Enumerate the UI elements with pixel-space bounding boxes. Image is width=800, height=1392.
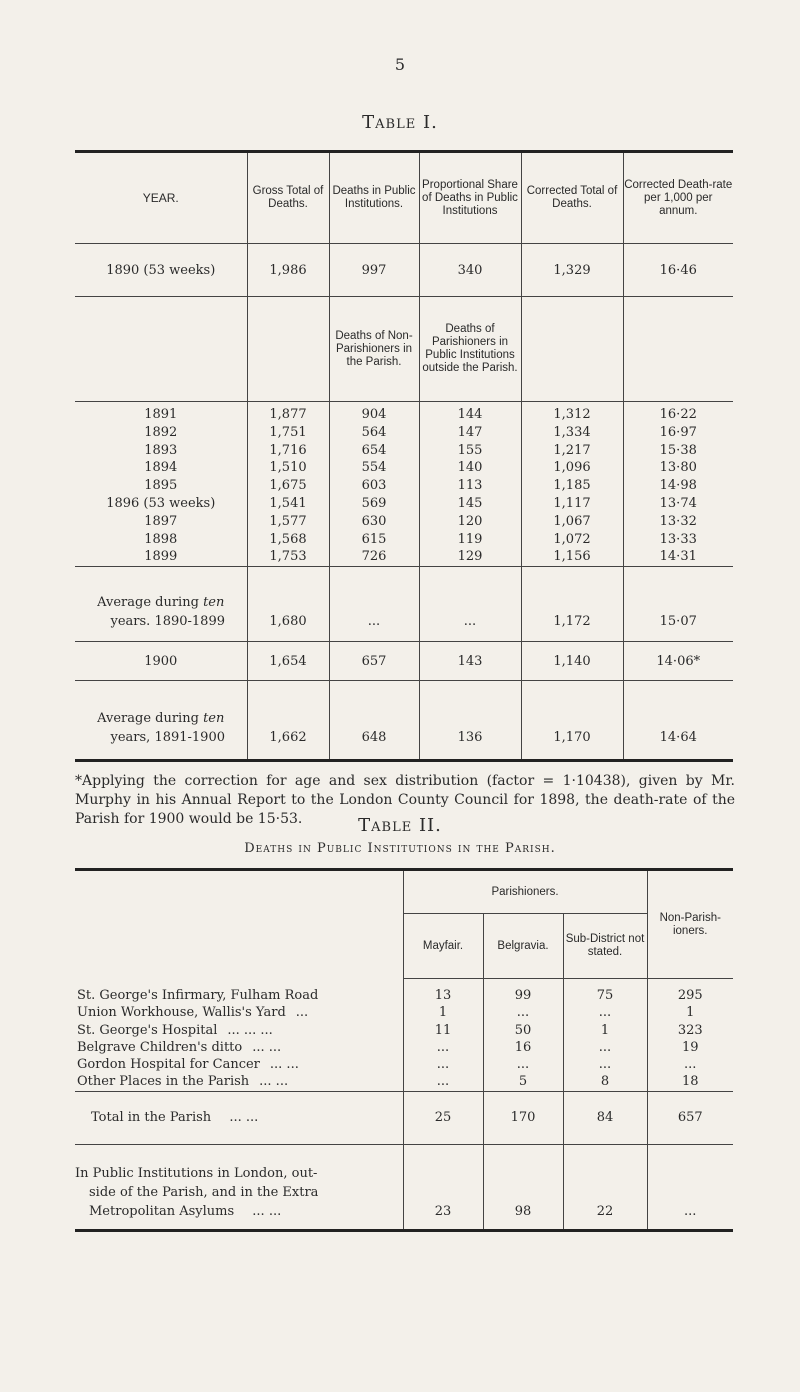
header-non-parishioners: Deaths of Non-Parishioners in the Parish. <box>329 297 419 402</box>
cell-label <box>75 1073 403 1091</box>
header-death-rate: Corrected Death-rate per 1,000 per annum. <box>623 152 733 244</box>
cell-mayfair: 25 <box>403 1091 483 1144</box>
row-dots: ... <box>295 1005 309 1021</box>
cell-gross: 1,675 <box>247 477 329 495</box>
cell-corrected: 1,172 <box>521 567 623 642</box>
cell-nonpar: 657 <box>647 1091 733 1144</box>
cell-nonpar: ... <box>647 1144 733 1230</box>
table-row <box>75 1004 733 1021</box>
cell-outside: ... <box>419 567 521 642</box>
cell-gross: 1,577 <box>247 513 329 531</box>
cell-year: 1896 (53 weeks) <box>106 495 216 511</box>
cell-outside: 144 <box>419 402 521 424</box>
header-year: YEAR. <box>75 152 247 244</box>
cell-outside: 136 <box>419 681 521 761</box>
header-belgravia: Belgravia. <box>483 914 563 979</box>
table-row <box>75 244 733 297</box>
cell-rate: 14·64 <box>623 681 733 761</box>
cell-nonpar: 657 <box>329 642 419 681</box>
table-row-1900 <box>75 642 733 681</box>
cell-belgravia: 98 <box>483 1144 563 1230</box>
table-row-outside <box>75 1144 733 1230</box>
cell-rate: 15·07 <box>623 567 733 642</box>
cell-rate: 16·22 <box>623 402 733 424</box>
cell-rate: 13·80 <box>623 459 733 477</box>
cell-nonpar: 295 <box>647 979 733 1005</box>
cell-corrected: 1,334 <box>521 424 623 442</box>
cell-mayfair: ... <box>403 1073 483 1091</box>
cell-corrected: 1,185 <box>521 477 623 495</box>
avg-label: Average during <box>97 711 199 727</box>
row-label: Union Workhouse, Wallis's Yard <box>77 1005 286 1021</box>
avg-label-years: years. 1890-1899 <box>110 614 225 630</box>
cell-gross: 1,986 <box>247 244 329 297</box>
table-row <box>75 442 733 460</box>
cell-rate: 13·33 <box>623 531 733 549</box>
cell-gross: 1,680 <box>247 567 329 642</box>
row-dots: ... ... <box>252 1039 282 1055</box>
cell-label <box>75 1091 403 1144</box>
footnote: *Applying the correction for age and sex distribution (factor = 1·10438), given by Mr. Murphy in his Annual Report to the London County Council for 1898, the death-rate of the Parish for 1900 would be 15·53. <box>75 773 735 827</box>
cell-nonpar: 18 <box>647 1073 733 1091</box>
table1-title-initial: T <box>362 112 376 133</box>
cell-label <box>75 1004 403 1021</box>
cell-corrected: 1,329 <box>521 244 623 297</box>
cell-nonpar: 1 <box>647 1004 733 1021</box>
cell-belgravia: ... <box>483 1004 563 1021</box>
header-public-institutions: Deaths in Public Institutions. <box>329 152 419 244</box>
table-row <box>75 1073 733 1091</box>
cell-nonpar: ... <box>647 1056 733 1073</box>
cell-nonpar: 726 <box>329 548 419 566</box>
cell-mayfair: ... <box>403 1056 483 1073</box>
subheader-empty <box>623 297 733 402</box>
table-row <box>75 548 733 566</box>
cell-outside: 140 <box>419 459 521 477</box>
cell-year: 1900 <box>75 642 247 681</box>
table-row <box>75 1039 733 1056</box>
table2-title <box>0 815 800 836</box>
outside-dots: ... ... <box>252 1203 282 1219</box>
cell-corrected: 1,217 <box>521 442 623 460</box>
header-empty <box>75 870 403 979</box>
cell-gross: 1,662 <box>247 681 329 761</box>
cell-proportional: 340 <box>419 244 521 297</box>
cell-label <box>75 1039 403 1056</box>
cell-subdistrict: 22 <box>563 1144 647 1230</box>
cell-label <box>75 1056 403 1073</box>
avg-label: Average during <box>97 595 199 611</box>
cell-public: 997 <box>329 244 419 297</box>
table-1 <box>75 150 733 762</box>
row-dots: ... ... ... <box>227 1022 273 1038</box>
cell-label <box>75 1022 403 1039</box>
cell-outside: 143 <box>419 642 521 681</box>
avg-label-years: years, 1891-1900 <box>110 730 225 746</box>
table-row-average-1891-1900 <box>75 681 733 761</box>
cell-nonpar: 554 <box>329 459 419 477</box>
cell-rate: 15·38 <box>623 442 733 460</box>
table-row <box>75 531 733 549</box>
page-number: 5 <box>394 55 406 74</box>
table-row <box>75 477 733 495</box>
row-label: Gordon Hospital for Cancer <box>77 1057 260 1073</box>
cell-subdistrict: 1 <box>563 1022 647 1039</box>
cell-rate: 14·31 <box>623 548 733 566</box>
cell-belgravia: 50 <box>483 1022 563 1039</box>
table1-subheader-row <box>75 297 733 402</box>
cell-label <box>75 979 403 1005</box>
cell-year: 1893 <box>144 442 178 458</box>
cell-subdistrict: 84 <box>563 1091 647 1144</box>
outside-label-line1: In Public Institutions in London, out- <box>75 1165 318 1181</box>
table-row <box>75 402 733 424</box>
header-gross: Gross Total of Deaths. <box>247 152 329 244</box>
cell-gross: 1,654 <box>247 642 329 681</box>
table-row <box>75 513 733 531</box>
table2-header-row <box>75 870 733 914</box>
cell-corrected: 1,067 <box>521 513 623 531</box>
row-label: St. George's Infirmary, Fulham Road <box>77 987 319 1003</box>
cell-corrected: 1,170 <box>521 681 623 761</box>
cell-belgravia: 16 <box>483 1039 563 1056</box>
header-non-parishioners: Non-Parish-ioners. <box>647 870 733 979</box>
cell-corrected: 1,140 <box>521 642 623 681</box>
cell-nonpar: 615 <box>329 531 419 549</box>
cell-year <box>75 567 247 642</box>
avg-label-ten: ten <box>203 711 225 727</box>
cell-corrected: 1,117 <box>521 495 623 513</box>
table-row <box>75 495 733 513</box>
cell-year: 1897 <box>144 513 178 529</box>
cell-nonpar: 603 <box>329 477 419 495</box>
table-row-total <box>75 1091 733 1144</box>
table1-title-word: able <box>375 112 417 133</box>
cell-gross: 1,753 <box>247 548 329 566</box>
cell-rate: 13·74 <box>623 495 733 513</box>
subheader-empty <box>521 297 623 402</box>
header-parishioners-outside: Deaths of Parishioners in Public Institutions outside the Parish. <box>419 297 521 402</box>
table-row <box>75 1022 733 1039</box>
cell-subdistrict: 8 <box>563 1073 647 1091</box>
cell-subdistrict: ... <box>563 1039 647 1056</box>
cell-nonpar: 630 <box>329 513 419 531</box>
row-label: Other Places in the Parish <box>77 1074 250 1090</box>
cell-rate: 16·97 <box>623 424 733 442</box>
total-label: Total in the Parish <box>91 1110 212 1126</box>
cell-mayfair: 11 <box>403 1022 483 1039</box>
table-row <box>75 459 733 477</box>
cell-corrected: 1,072 <box>521 531 623 549</box>
subheader-empty <box>75 297 247 402</box>
cell-gross: 1,541 <box>247 495 329 513</box>
cell-year: 1892 <box>144 424 178 440</box>
cell-gross: 1,716 <box>247 442 329 460</box>
cell-corrected: 1,156 <box>521 548 623 566</box>
subheader-empty <box>247 297 329 402</box>
table2-title-initial: T <box>358 815 372 836</box>
cell-belgravia: ... <box>483 1056 563 1073</box>
table-row <box>75 979 733 1005</box>
header-mayfair: Mayfair. <box>403 914 483 979</box>
cell-nonpar: 648 <box>329 681 419 761</box>
table2-title-word: able <box>371 815 413 836</box>
cell-corrected: 1,312 <box>521 402 623 424</box>
avg-label-ten: ten <box>203 595 225 611</box>
cell-subdistrict: 75 <box>563 979 647 1005</box>
cell-mayfair: 13 <box>403 979 483 1005</box>
cell-rate: 14·98 <box>623 477 733 495</box>
cell-year: 1894 <box>144 460 178 476</box>
cell-subdistrict: ... <box>563 1056 647 1073</box>
cell-belgravia: 99 <box>483 979 563 1005</box>
row-label: St. George's Hospital <box>77 1022 218 1038</box>
cell-belgravia: 5 <box>483 1073 563 1091</box>
cell-year: 1890 (53 weeks) <box>106 262 216 278</box>
cell-outside: 155 <box>419 442 521 460</box>
table1-title-number: I. <box>422 112 438 133</box>
cell-belgravia: 170 <box>483 1091 563 1144</box>
cell-subdistrict: ... <box>563 1004 647 1021</box>
table-row <box>75 1056 733 1073</box>
cell-nonpar: 19 <box>647 1039 733 1056</box>
cell-gross: 1,510 <box>247 459 329 477</box>
cell-rate: 14·06* <box>623 642 733 681</box>
row-dots: ... ... <box>259 1074 289 1090</box>
cell-outside: 147 <box>419 424 521 442</box>
total-dots: ... ... <box>229 1110 259 1126</box>
cell-rate: 13·32 <box>623 513 733 531</box>
header-parishioners: Parishioners. <box>403 870 647 914</box>
row-label: Belgrave Children's ditto <box>77 1039 243 1055</box>
cell-outside: 120 <box>419 513 521 531</box>
cell-nonpar: 569 <box>329 495 419 513</box>
cell-year <box>75 681 247 761</box>
header-corrected-total: Corrected Total of Deaths. <box>521 152 623 244</box>
cell-year: 1899 <box>144 549 178 565</box>
cell-outside: 113 <box>419 477 521 495</box>
cell-year: 1895 <box>144 478 178 494</box>
table1-header-row <box>75 152 733 244</box>
cell-outside: 145 <box>419 495 521 513</box>
cell-gross: 1,568 <box>247 531 329 549</box>
table-row-average-1890-1899 <box>75 567 733 642</box>
cell-nonpar: 654 <box>329 442 419 460</box>
cell-corrected: 1,096 <box>521 459 623 477</box>
cell-mayfair: 23 <box>403 1144 483 1230</box>
table-row <box>75 424 733 442</box>
header-subdistrict: Sub-District not stated. <box>563 914 647 979</box>
cell-mayfair: ... <box>403 1039 483 1056</box>
table2-subtitle: Deaths in Public Institutions in the Parish. <box>244 841 556 856</box>
cell-outside: 129 <box>419 548 521 566</box>
cell-mayfair: 1 <box>403 1004 483 1021</box>
row-dots: ... ... <box>269 1057 299 1073</box>
table1-title <box>0 112 800 133</box>
row-dots <box>318 988 328 1003</box>
cell-gross: 1,877 <box>247 402 329 424</box>
cell-label <box>75 1144 403 1230</box>
cell-nonpar: 564 <box>329 424 419 442</box>
outside-label-line3: Metropolitan Asylums <box>89 1203 235 1219</box>
cell-nonpar: 904 <box>329 402 419 424</box>
cell-rate: 16·46 <box>623 244 733 297</box>
header-proportional-share: Proportional Share of Deaths in Public Institutions <box>419 152 521 244</box>
cell-year: 1898 <box>144 531 178 547</box>
cell-year: 1891 <box>144 407 178 422</box>
cell-nonpar: 323 <box>647 1022 733 1039</box>
table2-title-number: II. <box>418 815 442 836</box>
cell-outside: 119 <box>419 531 521 549</box>
table-2 <box>75 868 733 1232</box>
cell-gross: 1,751 <box>247 424 329 442</box>
outside-label-line2: side of the Parish, and in the Extra <box>89 1184 319 1200</box>
cell-nonpar: ... <box>329 567 419 642</box>
